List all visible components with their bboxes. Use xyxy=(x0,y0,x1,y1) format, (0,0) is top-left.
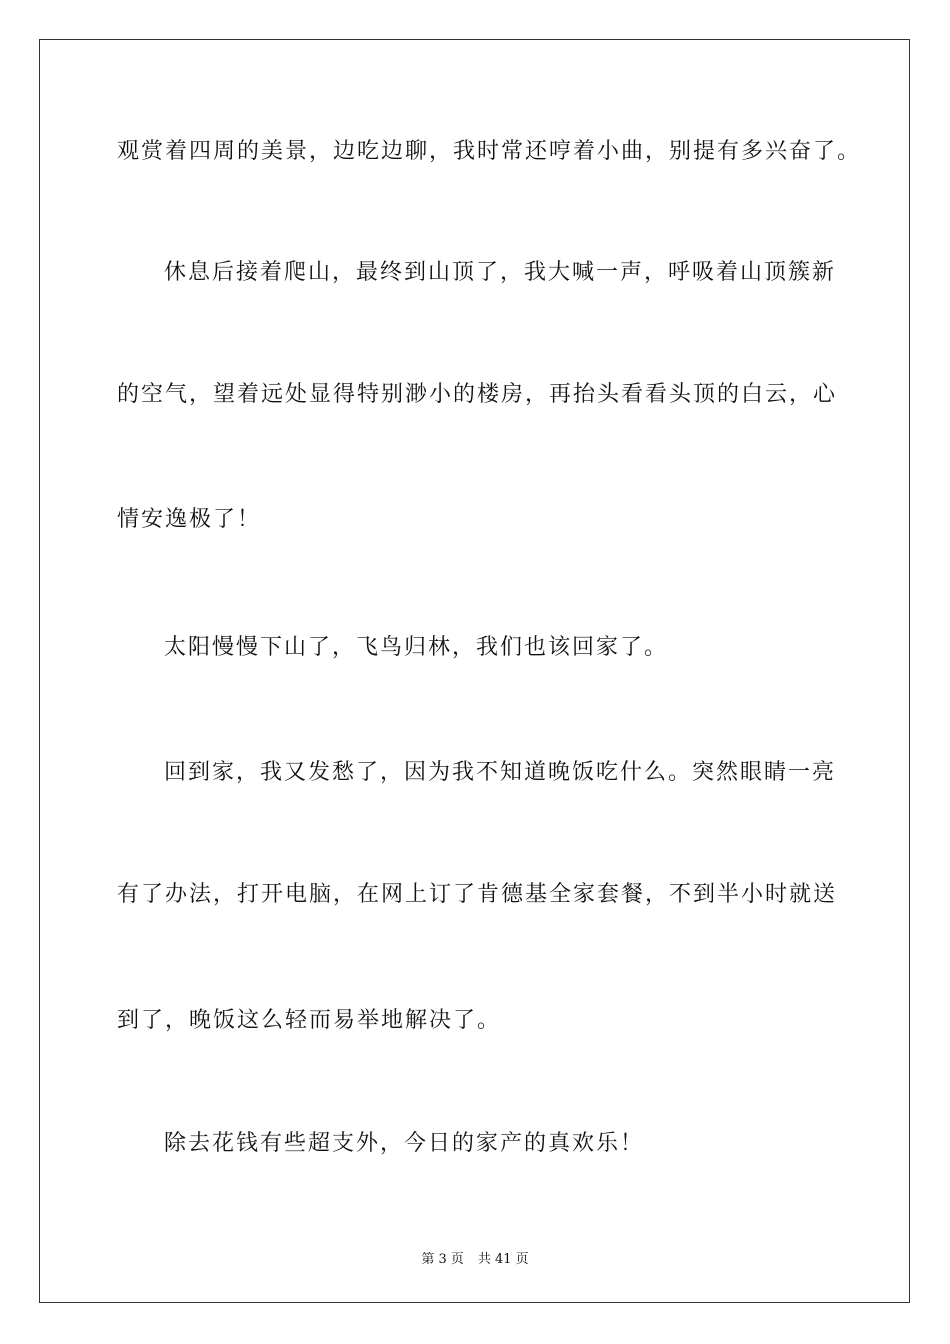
text-line: 观赏着四周的美景，边吃边聊，我时常还哼着小曲，别提有多兴奋了。 xyxy=(117,139,862,164)
text-line: 太阳慢慢下山了，飞鸟归林，我们也该回家了。 xyxy=(164,635,669,660)
text-line: 到了，晚饭这么轻而易举地解决了。 xyxy=(117,1008,502,1033)
text-line: 休息后接着爬山，最终到山顶了，我大喊一声，呼吸着山顶簇新 xyxy=(164,260,837,285)
text-line: 回到家，我又发愁了，因为我不知道晚饭吃什么。突然眼睛一亮 xyxy=(164,760,837,785)
total-pages: 共 41 页 xyxy=(477,1252,529,1267)
page-border xyxy=(39,39,910,1303)
text-line: 的空气，望着远处显得特别渺小的楼房，再抬头看看头顶的白云，心 xyxy=(117,382,838,407)
page-footer xyxy=(0,1248,950,1267)
text-line: 有了办法，打开电脑，在网上订了肯德基全家套餐，不到半小时就送 xyxy=(117,882,838,907)
text-line: 除去花钱有些超支外，今日的家产的真欢乐！ xyxy=(164,1131,645,1156)
text-line: 情安逸极了！ xyxy=(117,507,262,532)
page-number: 第 3 页 xyxy=(421,1252,464,1267)
